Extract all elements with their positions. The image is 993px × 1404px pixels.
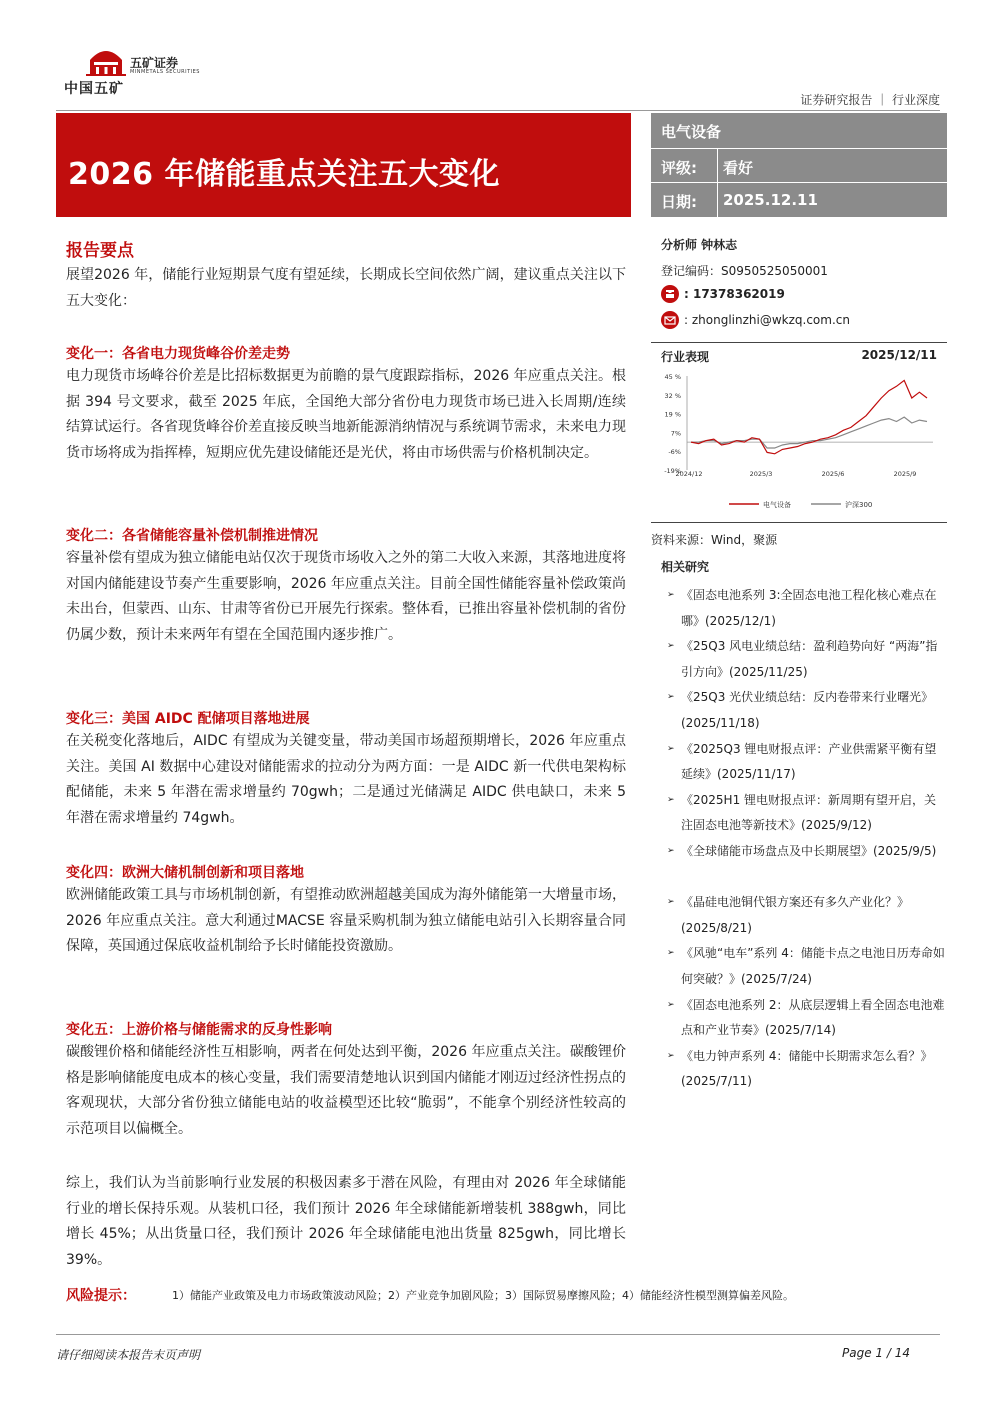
risk-text: 1）储能产业政策及电力市场政策波动风险；2）产业竞争加剧风险；3）国际贸易摩擦风险；4）储能经济性模型测算偏差风险。 bbox=[172, 1289, 794, 1302]
rating-row bbox=[651, 149, 947, 183]
arrow-bullet-icon: ➢ bbox=[667, 999, 675, 1010]
related-research-item[interactable] bbox=[661, 941, 946, 992]
company-logo bbox=[64, 40, 214, 96]
related-research-title: 《固态电池系列 3:全固态电池工程化核心难点在哪》(2025/12/1) bbox=[681, 588, 937, 628]
x-tick-label: 2025/6 bbox=[821, 470, 845, 478]
related-research-title: 《风驰“电车”系列 4：储能卡点之电池日历寿命如何突破？》(2025/7/24) bbox=[681, 946, 945, 986]
chart-plot bbox=[651, 364, 947, 534]
change-4-body: 欧洲储能政策工具与市场机制创新，有望推动欧洲超越美国成为海外储能第一大增量市场，2026 年应重点关注。意大利通过MACSE 容量采购机制为独立储能电站引入长期容量合同保障，英国通过保底收益机制给予长时储能投资激励。 bbox=[66, 887, 626, 955]
info-divider bbox=[717, 183, 718, 217]
change-4-title: 变化四：欧洲大储机制创新和项目落地 bbox=[66, 865, 304, 881]
arrow-bullet-icon: ➢ bbox=[667, 948, 675, 959]
conclusion-paragraph: 综上，我们认为当前影响行业发展的积极因素多于潜在风险，有理由对 2026 年全球储能行业的增长保持乐观。从装机口径，我们预计 2026 年全球储能新增装机 388gwh，同比增长 45%；从出货量口径，我们预计 2026 年全球储能电池出货量 825gwh，同比增长 39%。 bbox=[66, 1175, 626, 1268]
sector-info-box bbox=[651, 113, 947, 217]
related-research-title: 《全球储能市场盘点及中长期展望》(2025/9/5) bbox=[681, 844, 937, 858]
email-icon bbox=[661, 311, 679, 329]
arrow-bullet-icon: ➢ bbox=[667, 846, 675, 856]
report-type: 证券研究报告 ｜ 行业深度 bbox=[800, 93, 940, 107]
rating-label: 评级: bbox=[661, 159, 697, 177]
chart-source: 资料来源：Wind，聚源 bbox=[651, 533, 778, 547]
footer-disclaimer-note: 请仔细阅读本报告末页声明 bbox=[56, 1348, 201, 1362]
legend-label: 电气设备 bbox=[763, 501, 791, 509]
arrow-bullet-icon: ➢ bbox=[667, 897, 675, 908]
arrow-bullet-icon: ➢ bbox=[667, 1050, 675, 1061]
chart-date: 2025/12/11 bbox=[861, 348, 937, 362]
phone-icon bbox=[661, 285, 679, 303]
related-research-item[interactable] bbox=[661, 737, 946, 788]
arrow-bullet-icon: ➢ bbox=[667, 794, 675, 805]
related-research-title: 《固态电池系列 2：从底层逻辑上看全固态电池难点和产业节奏》(2025/7/14) bbox=[681, 997, 945, 1038]
summary-heading: 报告要点 bbox=[66, 241, 134, 261]
arrow-bullet-icon: ➢ bbox=[667, 743, 675, 754]
x-tick-label: 2024/12 bbox=[675, 470, 703, 478]
y-tick-label: -19% bbox=[664, 467, 681, 475]
related-research-item[interactable] bbox=[661, 993, 946, 1044]
date-label: 日期: bbox=[661, 193, 697, 211]
change-5-title: 变化五：上游价格与储能需求的反身性影响 bbox=[66, 1022, 332, 1038]
report-title: 2026 年储能重点关注五大变化 bbox=[68, 157, 500, 192]
related-research-title: 《2025Q3 锂电财报点评：产业供需紧平衡有望延续》(2025/11/17) bbox=[681, 741, 937, 782]
y-tick-label: 45 % bbox=[664, 373, 681, 381]
sector-row bbox=[651, 113, 947, 147]
y-tick-label: 19 % bbox=[664, 410, 681, 419]
related-research-item[interactable] bbox=[661, 583, 946, 634]
logo-brand-name: 五矿证券 bbox=[130, 56, 179, 70]
analyst-phone: : 17378362019 bbox=[684, 287, 785, 301]
related-research-item[interactable] bbox=[661, 890, 946, 941]
logo-emblem-icon bbox=[86, 40, 126, 76]
footer-divider bbox=[56, 1334, 940, 1335]
risk-label: 风险提示： bbox=[66, 1288, 136, 1304]
change-3-body: 在关税变化落地后，AIDC 有望成为关键变量，带动美国市场超预期增长，2026 年应重点关注。美国 AI 数据中心建设对储能需求的拉动分为两方面：一是 AIDC 新一代供电架构标配储能，未来 5 年潜在需求增量约 70gwh；二是通过光储满足 AIDC 供电缺口，未来 5 年潜在需求增量约 74gwh。 bbox=[66, 733, 626, 826]
y-tick-label: 7% bbox=[670, 429, 681, 438]
info-divider bbox=[717, 149, 718, 183]
related-research-title: 《晶硅电池铜代银方案还有多久产业化？》(2025/8/21) bbox=[681, 895, 910, 935]
change-1-body: 电力现货市场峰谷价差是比招标数据更为前瞻的景气度跟踪指标，2026 年应重点关注。根据 394 号文要求，截至 2025 年底，全国绝大部分省份电力现货市场已进入长周期/连续结算试运行。各省现货峰谷价差直接反映当地新能源消纳情况与系统调节需求，未来电力现货市场将成为指挥棒，短期应优先建设储能还是光伏，将由市场供需与价格机制决定。 bbox=[66, 368, 626, 461]
title-banner bbox=[56, 113, 631, 217]
chart-title: 行业表现 bbox=[661, 350, 710, 364]
rating-value: 看好 bbox=[723, 159, 754, 177]
related-research-item[interactable] bbox=[661, 685, 946, 736]
related-research-item[interactable] bbox=[661, 788, 946, 839]
y-tick-label: -6% bbox=[668, 448, 681, 457]
related-research-title: 《25Q3 光伏业绩总结：反内卷带来行业曙光》(2025/11/18) bbox=[681, 690, 934, 730]
date-row bbox=[651, 183, 947, 217]
header-divider bbox=[56, 110, 940, 111]
change-5-body: 碳酸锂价格和储能经济性互相影响，两者在何处达到平衡，2026 年应重点关注。碳酸锂价格是影响储能度电成本的核心变量，我们需要清楚地认识到国内储能才刚迈过经济性拐点的客观现状，大部分省份独立储能电站的收益模型还比较“脆弱”，不能拿个别经济性较高的示范项目以偏概全。 bbox=[66, 1044, 626, 1137]
related-research-item[interactable] bbox=[661, 634, 946, 685]
chart-top-rule bbox=[651, 342, 947, 343]
x-tick-label: 2025/9 bbox=[893, 470, 917, 478]
legend-label: 沪深300 bbox=[845, 501, 873, 509]
industry-performance-chart bbox=[651, 342, 947, 522]
related-research-title: 《电力钟声系列 4：储能中长期需求怎么看？》(2025/7/11) bbox=[681, 1048, 933, 1089]
analyst-email[interactable]: : zhonglinzhi@wkzq.com.cn bbox=[684, 313, 850, 327]
arrow-bullet-icon: ➢ bbox=[667, 590, 675, 600]
related-research-item[interactable] bbox=[661, 839, 946, 865]
related-research-item[interactable] bbox=[661, 1044, 946, 1095]
sector-name: 电气设备 bbox=[661, 123, 722, 141]
change-2-body: 容量补偿有望成为独立储能电站仅次于现货市场收入之外的第二大收入来源，其落地进度将对国内储能建设节奏产生重要影响，2026 年应重点关注。目前全国性储能容量补偿政策尚未出台，但蒙西、山东、甘肃等省份已开展先行探索。整体看，已推出容量补偿机制的省份仍属少数，预计未来两年有望在全国范围内逐步推广。 bbox=[66, 550, 626, 643]
analyst-name: 分析师 钟林志 bbox=[661, 238, 738, 252]
date-value: 2025.12.11 bbox=[723, 191, 818, 209]
change-3-title: 变化三：美国 AIDC 配储项目落地进展 bbox=[66, 711, 310, 727]
x-tick-label: 2025/3 bbox=[749, 470, 773, 478]
y-tick-label: 32 % bbox=[664, 391, 681, 400]
arrow-bullet-icon: ➢ bbox=[667, 641, 675, 652]
arrow-bullet-icon: ➢ bbox=[667, 692, 675, 703]
logo-brand-english: MINMETALS SECURITIES bbox=[130, 69, 200, 75]
summary-intro: 展望2026 年，储能行业短期景气度有望延续，长期成长空间依然广阔，建议重点关注以下五大变化： bbox=[66, 267, 626, 309]
related-research-heading: 相关研究 bbox=[661, 560, 710, 574]
logo-company-name: 中国五矿 bbox=[64, 81, 124, 97]
related-research-title: 《25Q3 风电业绩总结：盈利趋势向好 “两海”指引方向》(2025/11/25) bbox=[681, 639, 938, 679]
analyst-registration: 登记编码：S0950525050001 bbox=[661, 264, 828, 278]
chart-bottom-rule bbox=[651, 522, 947, 523]
change-2-title: 变化二：各省储能容量补偿机制推进情况 bbox=[66, 528, 318, 544]
change-1-title: 变化一：各省电力现货峰谷价差走势 bbox=[66, 346, 290, 362]
page-number: Page 1 / 14 bbox=[842, 1346, 910, 1360]
related-research-title: 《2025H1 锂电财报点评：新周期有望开启，关注固态电池等新技术》(2025/9/12) bbox=[681, 792, 937, 833]
